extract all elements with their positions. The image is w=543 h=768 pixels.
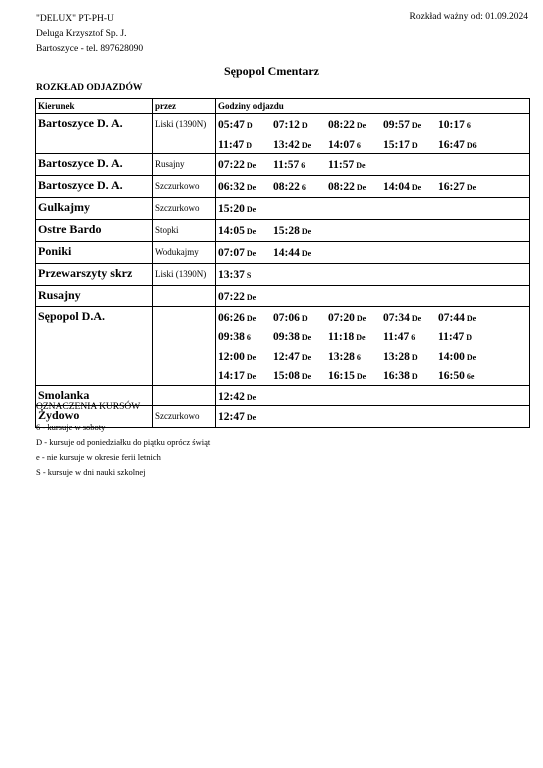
direction-cell: Żydowo <box>36 406 153 428</box>
departure-time: 12:00 <box>218 350 245 363</box>
course-mark: D <box>411 372 418 381</box>
course-mark: De <box>356 333 366 342</box>
departure-time: 07:22 <box>218 291 245 303</box>
departure <box>218 156 273 176</box>
departure-time: 13:42 <box>273 138 300 151</box>
validity-date: Rozkład ważny od: 01.09.2024 <box>409 12 528 22</box>
departure-line <box>218 326 527 346</box>
company-info <box>36 12 143 57</box>
departure-line <box>218 406 527 426</box>
via-cell <box>153 306 216 385</box>
via-cell: Szczurkowo <box>153 198 216 220</box>
departure <box>218 328 273 348</box>
departure-time: 08:22 <box>273 181 300 193</box>
course-mark: De <box>301 372 312 381</box>
departure <box>218 408 273 428</box>
departure-line <box>218 176 527 196</box>
departure <box>438 328 493 348</box>
via-cell <box>153 385 216 406</box>
via-cell: Rusajny <box>153 154 216 176</box>
departure-time: 09:57 <box>383 119 410 131</box>
via-cell: Liski (1390N) <box>153 264 216 286</box>
via-cell: Liski (1390N) <box>153 114 216 154</box>
departure-time: 14:00 <box>438 350 465 363</box>
departure-line <box>218 365 527 385</box>
departure-time: 08:22 <box>328 119 355 131</box>
departure <box>273 367 328 387</box>
departure-line <box>218 286 527 306</box>
departure-time: 07:06 <box>273 311 300 324</box>
course-mark: 6 <box>466 121 471 130</box>
departure-time: 12:42 <box>218 390 245 403</box>
course-mark: De <box>466 183 477 192</box>
departure-time: 16:50 <box>438 370 465 382</box>
departure-time: 10:17 <box>438 119 465 131</box>
course-mark: De <box>466 313 477 323</box>
direction-cell: Bartoszyce D. A. <box>36 154 153 176</box>
course-mark: De <box>246 183 257 192</box>
departure-time: 13:37 <box>218 269 245 281</box>
departure-time: 11:57 <box>328 159 355 171</box>
departure-time: 16:15 <box>328 370 355 382</box>
departure-time: 07:22 <box>218 159 245 171</box>
course-mark: De <box>411 183 422 192</box>
departure <box>218 178 273 198</box>
departure-time: 14:44 <box>273 247 300 259</box>
departure-time: 09:38 <box>218 331 245 343</box>
departure <box>273 178 328 198</box>
course-mark: De <box>246 372 257 381</box>
course-mark: D <box>411 352 418 362</box>
legend-title: OZNACZENIA KURSÓW <box>36 402 141 412</box>
departure-line <box>218 386 527 406</box>
departure <box>218 116 273 136</box>
direction-cell: Gulkajmy <box>36 198 153 220</box>
departure-line <box>218 307 527 327</box>
course-mark: 6 <box>356 140 361 150</box>
departure <box>383 328 438 348</box>
table-row <box>36 286 530 307</box>
departure-time: 11:18 <box>328 331 355 343</box>
departure-line <box>218 198 527 218</box>
timetable <box>35 98 530 428</box>
course-mark: De <box>246 227 257 236</box>
legend-item: S - kursuje w dni nauki szkolnej <box>36 467 146 477</box>
departure-time: 08:22 <box>328 181 355 193</box>
direction-cell: Ostre Bardo <box>36 220 153 242</box>
departure <box>218 388 273 408</box>
departures-cell <box>216 286 530 307</box>
departure-time: 13:28 <box>328 350 355 363</box>
departure <box>328 178 383 198</box>
departure <box>383 367 438 387</box>
course-mark: 6 <box>246 333 251 342</box>
departure-time: 15:17 <box>383 138 410 151</box>
departure-time: 11:47 <box>383 331 410 343</box>
departure-time: 14:07 <box>328 138 355 151</box>
course-mark: 6 <box>301 183 306 192</box>
departure <box>383 136 438 156</box>
via-cell: Szczurkowo <box>153 406 216 428</box>
departure <box>438 116 493 136</box>
header-via: przez <box>153 99 216 114</box>
departure <box>438 178 493 198</box>
departure <box>273 156 328 176</box>
departure <box>218 367 273 387</box>
departure-time: 07:12 <box>273 119 300 131</box>
departure <box>328 328 383 348</box>
via-cell: Wodukajmy <box>153 242 216 264</box>
departure-time: 11:47 <box>218 138 245 151</box>
course-mark: De <box>246 352 257 362</box>
direction-cell: Sępopol D.A. <box>36 306 153 385</box>
departure-time: 16:38 <box>383 370 410 382</box>
departure-time: 16:27 <box>438 181 465 193</box>
course-mark: S <box>246 271 252 280</box>
departures-cell <box>216 220 530 242</box>
departure-time: 07:07 <box>218 247 245 259</box>
departure <box>273 136 328 156</box>
departure <box>328 156 383 176</box>
departures-cell <box>216 385 530 406</box>
departure-time: 11:57 <box>273 159 300 171</box>
departure <box>218 222 273 242</box>
departure-time: 07:44 <box>438 311 465 324</box>
course-mark: 6 <box>356 352 361 362</box>
departure-time: 12:47 <box>218 411 245 423</box>
departure-line <box>218 114 527 134</box>
departure-time: 11:47 <box>438 331 465 343</box>
departures-cell <box>216 306 530 385</box>
legend-item: D - kursuje od poniedziałku do piątku oprócz świąt <box>36 437 211 447</box>
course-mark: De <box>356 313 367 323</box>
departure <box>218 200 273 220</box>
table-row <box>36 220 530 242</box>
legend <box>36 420 210 480</box>
course-mark: De <box>246 392 257 402</box>
departure-time: 09:38 <box>273 331 300 343</box>
direction-cell: Bartoszyce D. A. <box>36 114 153 154</box>
departure <box>328 116 383 136</box>
header-times: Godziny odjazdu <box>216 99 530 114</box>
table-row <box>36 242 530 264</box>
course-mark: De <box>356 161 366 170</box>
table-row <box>36 198 530 220</box>
departure <box>328 367 383 387</box>
course-mark: D <box>246 140 252 150</box>
departure-line <box>218 154 527 174</box>
course-mark: 6e <box>466 372 475 381</box>
departure-time: 14:05 <box>218 225 245 237</box>
company-owner: Deluga Krzysztof Sp. J. <box>36 29 127 39</box>
departure <box>218 244 273 264</box>
via-cell: Stopki <box>153 220 216 242</box>
section-title: ROZKŁAD ODJAZDÓW <box>36 83 143 93</box>
departure <box>218 136 273 156</box>
departure <box>273 328 328 348</box>
course-mark: De <box>301 352 312 362</box>
course-mark: D6 <box>466 140 477 150</box>
departure <box>383 178 438 198</box>
departures-cell <box>216 242 530 264</box>
course-mark: De <box>246 293 257 302</box>
departures-cell <box>216 264 530 286</box>
departure-time: 14:17 <box>218 370 245 382</box>
departure-line <box>218 134 527 154</box>
course-mark: D <box>466 333 472 342</box>
course-mark: De <box>301 249 312 258</box>
table-row <box>36 306 530 385</box>
company-contact: Bartoszyce - tel. 897628090 <box>36 44 144 54</box>
departure-time: 12:47 <box>273 350 300 363</box>
header-direction: Kierunek <box>36 99 153 114</box>
direction-cell: Przewarszyty skrz <box>36 264 153 286</box>
course-mark: D <box>246 121 253 130</box>
table-row <box>36 176 530 198</box>
departure-line <box>218 264 527 284</box>
departure <box>438 136 493 156</box>
departures-cell <box>216 198 530 220</box>
table-row <box>36 114 530 154</box>
direction-cell: Poniki <box>36 242 153 264</box>
course-mark: D <box>301 121 308 130</box>
via-cell <box>153 286 216 307</box>
departure <box>328 136 383 156</box>
direction-cell: Bartoszyce D. A. <box>36 176 153 198</box>
departure-time: 06:32 <box>218 181 245 193</box>
course-mark: De <box>356 121 367 130</box>
departure-time: 07:20 <box>328 311 355 324</box>
direction-cell: Smolanka <box>36 385 153 406</box>
departure-time: 07:34 <box>383 311 410 324</box>
departure <box>383 116 438 136</box>
stop-name: Sępopol Cmentarz <box>224 64 319 78</box>
departure-time: 14:04 <box>383 181 410 193</box>
departure <box>273 222 328 242</box>
departures-cell <box>216 154 530 176</box>
departures-cell <box>216 406 530 428</box>
course-mark: 6 <box>301 161 306 170</box>
via-cell: Szczurkowo <box>153 176 216 198</box>
departure-time: 16:47 <box>438 138 465 151</box>
departure-time: 05:47 <box>218 119 245 131</box>
departure-line <box>218 346 527 366</box>
course-mark: De <box>246 313 257 323</box>
departure <box>218 288 273 308</box>
course-mark: De <box>301 333 312 342</box>
course-mark: De <box>246 413 257 422</box>
timetable-header-row <box>36 99 530 114</box>
course-mark: De <box>466 352 477 362</box>
direction-cell: Rusajny <box>36 286 153 307</box>
table-row <box>36 154 530 176</box>
course-mark: De <box>301 140 312 150</box>
departures-cell <box>216 114 530 154</box>
course-mark: D <box>301 313 308 323</box>
course-mark: De <box>411 121 422 130</box>
departure-time: 15:28 <box>273 225 300 237</box>
departure-time: 06:26 <box>218 311 245 324</box>
legend-item: e - nie kursuje w okresie ferii letnich <box>36 452 161 462</box>
timetable-body <box>36 114 530 428</box>
departures-cell <box>216 176 530 198</box>
course-mark: De <box>246 249 257 258</box>
course-mark: 6 <box>411 333 416 342</box>
company-name: "DELUX" PT-PH-U <box>36 14 114 24</box>
departure <box>273 116 328 136</box>
departure-time: 15:20 <box>218 203 245 215</box>
departure-time: 15:08 <box>273 370 300 382</box>
departure-line <box>218 242 527 262</box>
departure-line <box>218 220 527 240</box>
departure <box>438 367 493 387</box>
course-mark: De <box>356 183 367 192</box>
course-mark: De <box>411 313 422 323</box>
departure-time: 13:28 <box>383 350 410 363</box>
course-mark: De <box>246 205 257 214</box>
departure <box>273 244 328 264</box>
course-mark: De <box>246 161 257 170</box>
course-mark: De <box>356 372 367 381</box>
course-mark: D <box>411 140 418 150</box>
table-row <box>36 264 530 286</box>
legend-item: 6 - kursuje w soboty <box>36 422 106 432</box>
course-mark: De <box>301 227 312 236</box>
departure <box>218 266 273 286</box>
